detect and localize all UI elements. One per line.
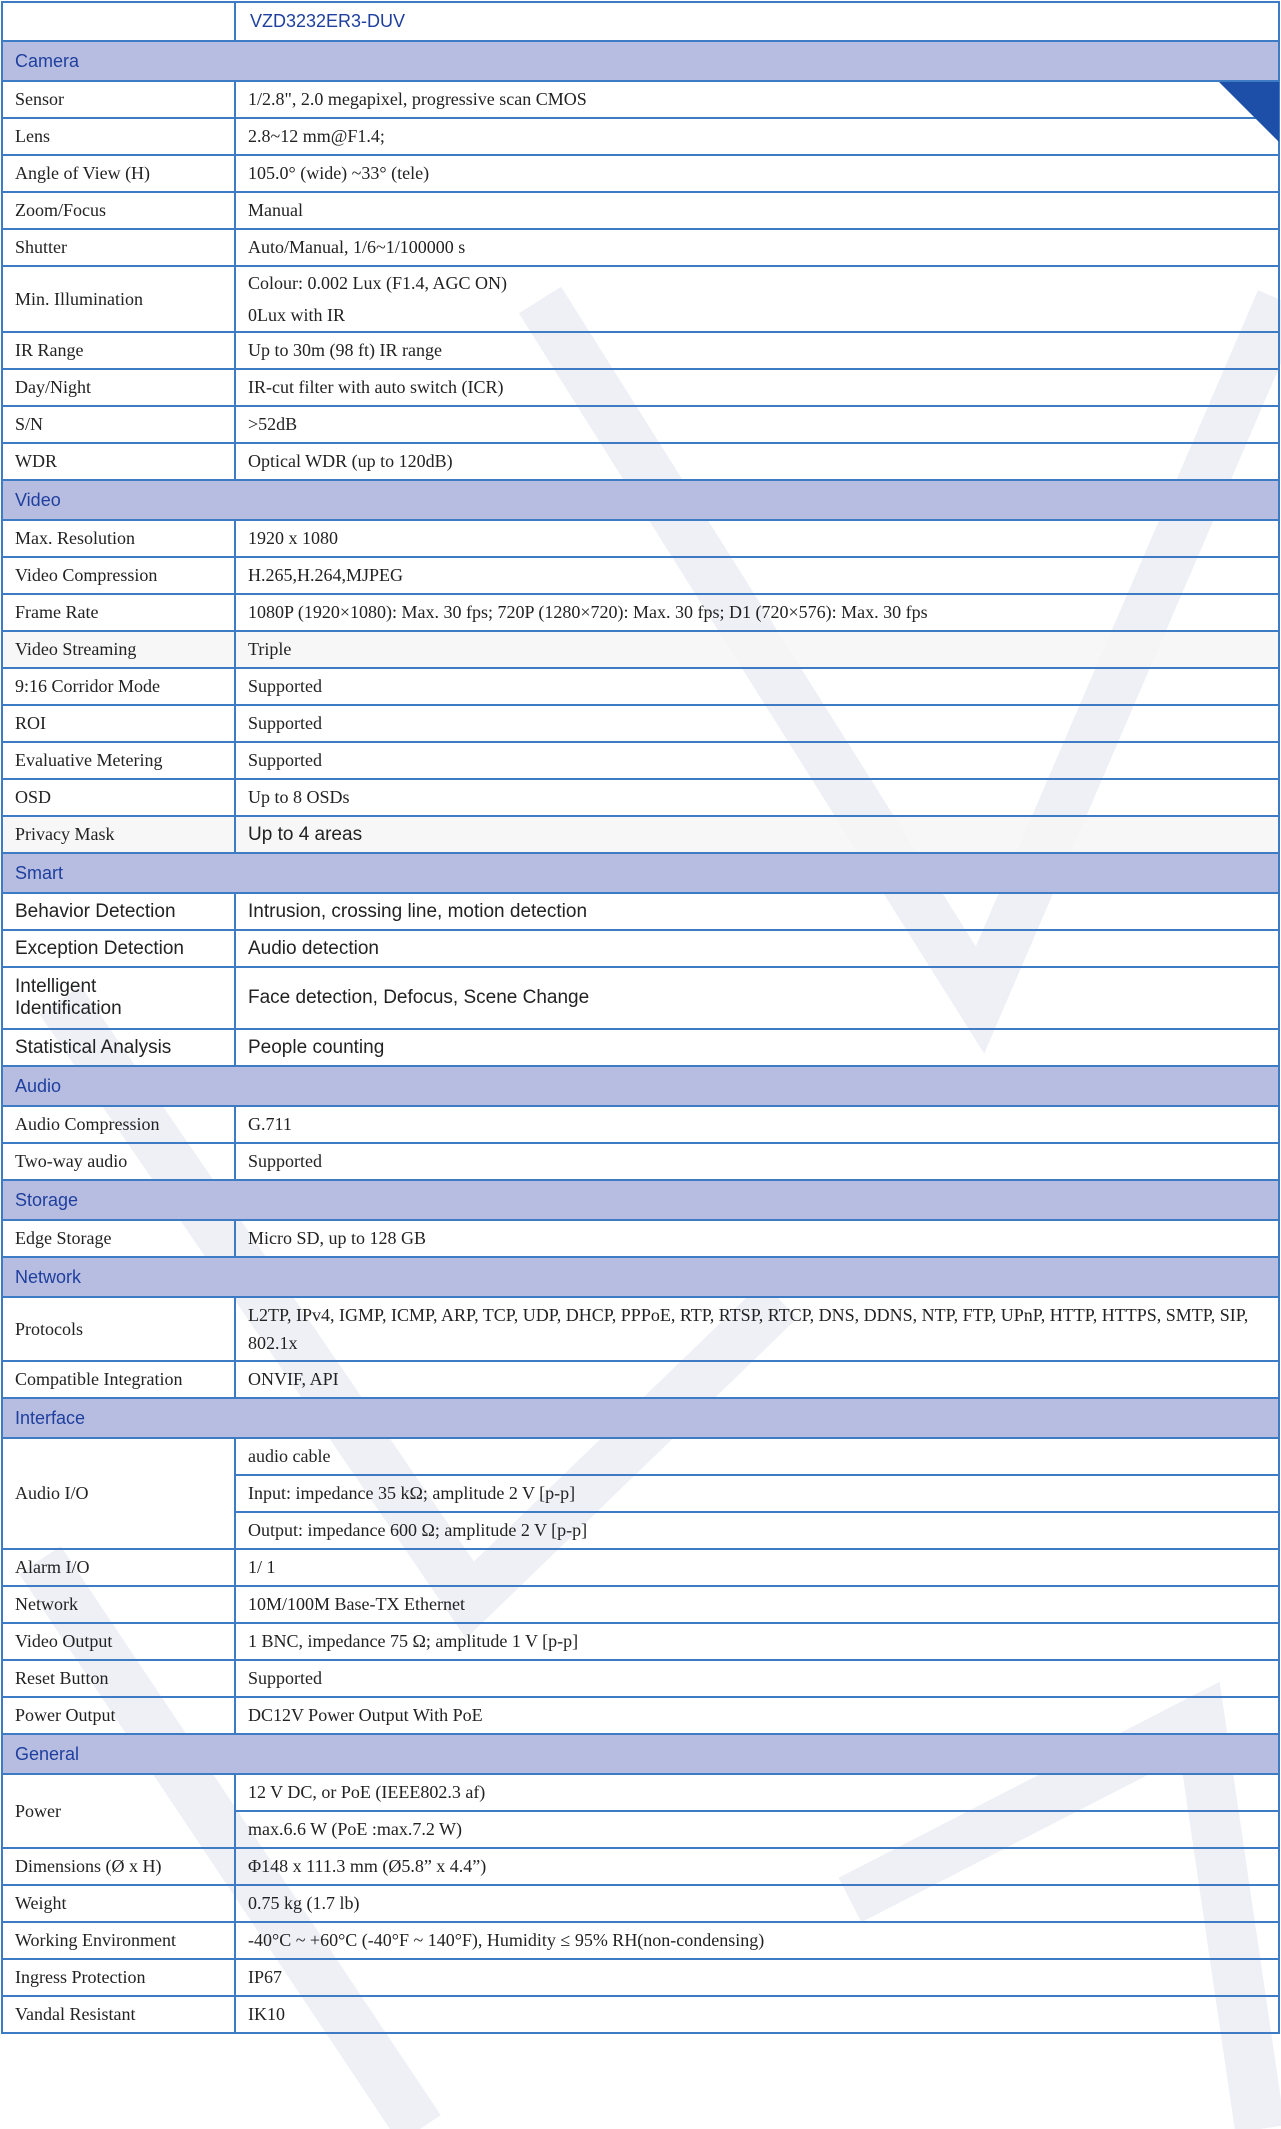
spec-label: Exception Detection bbox=[2, 930, 235, 967]
spec-value bbox=[235, 266, 1279, 332]
spec-value: ONVIF, API bbox=[235, 1361, 1279, 1398]
spec-value: Supported bbox=[235, 705, 1279, 742]
spec-row bbox=[2, 406, 1279, 443]
spec-label: ROI bbox=[2, 705, 235, 742]
spec-row bbox=[2, 1660, 1279, 1697]
spec-row bbox=[2, 594, 1279, 631]
spec-label: S/N bbox=[2, 406, 235, 443]
spec-label: Video Streaming bbox=[2, 631, 235, 668]
spec-label: Statistical Analysis bbox=[2, 1029, 235, 1066]
spec-row bbox=[2, 631, 1279, 668]
spec-value: Supported bbox=[235, 1660, 1279, 1697]
spec-value: Optical WDR (up to 120dB) bbox=[235, 443, 1279, 480]
spec-row bbox=[2, 1549, 1279, 1586]
spec-value: Up to 30m (98 ft) IR range bbox=[235, 332, 1279, 369]
spec-value-line: 802.1x bbox=[248, 1333, 298, 1353]
spec-row bbox=[2, 1697, 1279, 1734]
spec-value: Intrusion, crossing line, motion detection bbox=[235, 893, 1279, 930]
spec-row bbox=[2, 1623, 1279, 1660]
spec-row bbox=[2, 816, 1279, 853]
section-title: Storage bbox=[2, 1180, 1279, 1220]
spec-label: Zoom/Focus bbox=[2, 192, 235, 229]
spec-label: Dimensions (Ø x H) bbox=[2, 1848, 235, 1885]
spec-value: Face detection, Defocus, Scene Change bbox=[235, 967, 1279, 1029]
spec-row bbox=[2, 1586, 1279, 1623]
spec-value: >52dB bbox=[235, 406, 1279, 443]
spec-value-line: 0Lux with IR bbox=[248, 305, 345, 325]
spec-row bbox=[2, 1361, 1279, 1398]
section-video bbox=[2, 480, 1279, 520]
spec-value bbox=[235, 1297, 1279, 1361]
spec-value: G.711 bbox=[235, 1106, 1279, 1143]
spec-label-line: Intelligent bbox=[15, 976, 97, 997]
section-title: Video bbox=[2, 480, 1279, 520]
spec-value: 12 V DC, or PoE (IEEE802.3 af) bbox=[235, 1774, 1279, 1811]
spec-label: Day/Night bbox=[2, 369, 235, 406]
spec-value: Auto/Manual, 1/6~1/100000 s bbox=[235, 229, 1279, 266]
spec-value: 1/2.8", 2.0 megapixel, progressive scan CMOS bbox=[235, 81, 1279, 118]
spec-value: Supported bbox=[235, 668, 1279, 705]
spec-label: Alarm I/O bbox=[2, 1549, 235, 1586]
spec-row bbox=[2, 1106, 1279, 1143]
model-name: VZD3232ER3-DUV bbox=[235, 2, 1279, 41]
spec-row bbox=[2, 1220, 1279, 1257]
spec-row bbox=[2, 930, 1279, 967]
spec-label: Privacy Mask bbox=[2, 816, 235, 853]
spec-label: Reset Button bbox=[2, 1660, 235, 1697]
spec-value: H.265,H.264,MJPEG bbox=[235, 557, 1279, 594]
spec-label: Min. Illumination bbox=[2, 266, 235, 332]
spec-row bbox=[2, 1774, 1279, 1811]
spec-value: 1 BNC, impedance 75 Ω; amplitude 1 V [p-p] bbox=[235, 1623, 1279, 1660]
spec-row bbox=[2, 967, 1279, 1029]
spec-value: IP67 bbox=[235, 1959, 1279, 1996]
spec-row bbox=[2, 443, 1279, 480]
spec-row bbox=[2, 668, 1279, 705]
spec-label: Sensor bbox=[2, 81, 235, 118]
spec-row bbox=[2, 118, 1279, 155]
spec-value: -40°C ~ +60°C (-40°F ~ 140°F), Humidity ≤ 95% RH(non-condensing) bbox=[235, 1922, 1279, 1959]
spec-row bbox=[2, 192, 1279, 229]
spec-label: Working Environment bbox=[2, 1922, 235, 1959]
section-title: General bbox=[2, 1734, 1279, 1774]
spec-value: 1080P (1920×1080): Max. 30 fps; 720P (1280×720): Max. 30 fps; D1 (720×576): Max. 30 fps bbox=[235, 594, 1279, 631]
spec-label: Two-way audio bbox=[2, 1143, 235, 1180]
spec-label: Behavior Detection bbox=[2, 893, 235, 930]
spec-row bbox=[2, 266, 1279, 332]
spec-row bbox=[2, 893, 1279, 930]
spec-row bbox=[2, 1438, 1279, 1475]
spec-row bbox=[2, 1029, 1279, 1066]
section-title: Network bbox=[2, 1257, 1279, 1297]
spec-row bbox=[2, 369, 1279, 406]
spec-label: Lens bbox=[2, 118, 235, 155]
spec-label: Weight bbox=[2, 1885, 235, 1922]
spec-value: 0.75 kg (1.7 lb) bbox=[235, 1885, 1279, 1922]
spec-value-line: L2TP, IPv4, IGMP, ICMP, ARP, TCP, UDP, DHCP, PPPoE, RTP, RTSP, RTCP, DNS, DDNS, NTP, FTP, UPnP, HTTP, HTTPS, SMTP, SIP, bbox=[248, 1305, 1249, 1325]
header-row bbox=[2, 2, 1279, 41]
spec-label-line: Identification bbox=[15, 998, 122, 1019]
spec-label: OSD bbox=[2, 779, 235, 816]
spec-label: Power Output bbox=[2, 1697, 235, 1734]
section-general bbox=[2, 1734, 1279, 1774]
section-audio bbox=[2, 1066, 1279, 1106]
spec-table bbox=[1, 1, 1280, 2034]
spec-row bbox=[2, 742, 1279, 779]
spec-label: Compatible Integration bbox=[2, 1361, 235, 1398]
spec-row bbox=[2, 779, 1279, 816]
section-title: Interface bbox=[2, 1398, 1279, 1438]
spec-value: Up to 8 OSDs bbox=[235, 779, 1279, 816]
spec-label: Frame Rate bbox=[2, 594, 235, 631]
section-storage bbox=[2, 1180, 1279, 1220]
header-blank-cell bbox=[2, 2, 235, 41]
spec-value: Manual bbox=[235, 192, 1279, 229]
spec-value: IK10 bbox=[235, 1996, 1279, 2033]
spec-value: 105.0° (wide) ~33° (tele) bbox=[235, 155, 1279, 192]
spec-row bbox=[2, 1996, 1279, 2033]
spec-label: Power bbox=[2, 1774, 235, 1848]
spec-label: Network bbox=[2, 1586, 235, 1623]
spec-row bbox=[2, 81, 1279, 118]
spec-label: Max. Resolution bbox=[2, 520, 235, 557]
spec-label: Audio I/O bbox=[2, 1438, 235, 1549]
spec-value: Supported bbox=[235, 742, 1279, 779]
section-interface bbox=[2, 1398, 1279, 1438]
spec-row bbox=[2, 1959, 1279, 1996]
spec-label: Evaluative Metering bbox=[2, 742, 235, 779]
spec-value: Output: impedance 600 Ω; amplitude 2 V [p-p] bbox=[235, 1512, 1279, 1549]
spec-row bbox=[2, 520, 1279, 557]
spec-value: 2.8~12 mm@F1.4; bbox=[235, 118, 1279, 155]
spec-value: People counting bbox=[235, 1029, 1279, 1066]
spec-label bbox=[2, 967, 235, 1029]
spec-row bbox=[2, 1297, 1279, 1361]
spec-row bbox=[2, 1143, 1279, 1180]
spec-row bbox=[2, 705, 1279, 742]
spec-value: Supported bbox=[235, 1143, 1279, 1180]
spec-value: DC12V Power Output With PoE bbox=[235, 1697, 1279, 1734]
spec-row bbox=[2, 229, 1279, 266]
spec-value: audio cable bbox=[235, 1438, 1279, 1475]
spec-label: Ingress Protection bbox=[2, 1959, 235, 1996]
spec-label: WDR bbox=[2, 443, 235, 480]
section-camera bbox=[2, 41, 1279, 81]
spec-row bbox=[2, 1922, 1279, 1959]
spec-value: 10M/100M Base-TX Ethernet bbox=[235, 1586, 1279, 1623]
spec-value: Audio detection bbox=[235, 930, 1279, 967]
section-network bbox=[2, 1257, 1279, 1297]
spec-label: Protocols bbox=[2, 1297, 235, 1361]
spec-value: Triple bbox=[235, 631, 1279, 668]
section-smart bbox=[2, 853, 1279, 893]
spec-label: Angle of View (H) bbox=[2, 155, 235, 192]
section-title: Smart bbox=[2, 853, 1279, 893]
spec-row bbox=[2, 1848, 1279, 1885]
spec-label: Audio Compression bbox=[2, 1106, 235, 1143]
spec-value: Up to 4 areas bbox=[235, 816, 1279, 853]
section-title: Audio bbox=[2, 1066, 1279, 1106]
section-title: Camera bbox=[2, 41, 1279, 81]
spec-label: IR Range bbox=[2, 332, 235, 369]
corner-accent bbox=[1219, 82, 1279, 142]
spec-value: 1/ 1 bbox=[235, 1549, 1279, 1586]
spec-value: Micro SD, up to 128 GB bbox=[235, 1220, 1279, 1257]
spec-value: Φ148 x 111.3 mm (Ø5.8” x 4.4”) bbox=[235, 1848, 1279, 1885]
spec-row bbox=[2, 155, 1279, 192]
spec-value-line: Colour: 0.002 Lux (F1.4, AGC ON) bbox=[248, 273, 508, 293]
spec-label: Shutter bbox=[2, 229, 235, 266]
spec-row bbox=[2, 557, 1279, 594]
spec-value: Input: impedance 35 kΩ; amplitude 2 V [p-p] bbox=[235, 1475, 1279, 1512]
spec-row bbox=[2, 1885, 1279, 1922]
spec-label: Vandal Resistant bbox=[2, 1996, 235, 2033]
spec-label: Video Compression bbox=[2, 557, 235, 594]
spec-label: 9:16 Corridor Mode bbox=[2, 668, 235, 705]
spec-value: max.6.6 W (PoE :max.7.2 W) bbox=[235, 1811, 1279, 1848]
spec-value: IR-cut filter with auto switch (ICR) bbox=[235, 369, 1279, 406]
spec-label: Video Output bbox=[2, 1623, 235, 1660]
spec-value: 1920 x 1080 bbox=[235, 520, 1279, 557]
spec-label: Edge Storage bbox=[2, 1220, 235, 1257]
spec-row bbox=[2, 332, 1279, 369]
